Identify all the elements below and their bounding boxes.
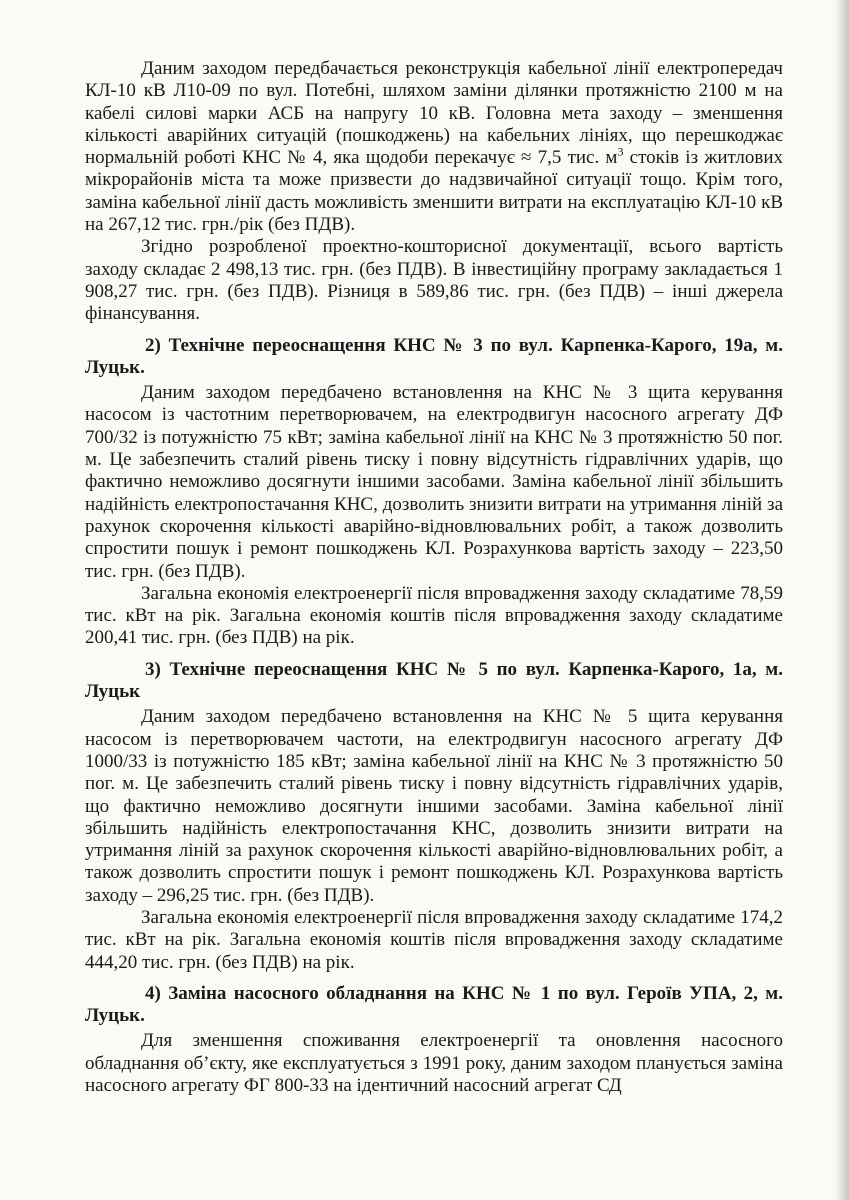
paragraph-kns-3-description: Даним заходом передбачено встановлення на КНС № 3 щита керування насосом із частотним перетворювачем, на електродвигун насосного агрегату ДФ 700/32 із потужністю 75 кВт; заміна кабельної лінії на КНС № 3 протяжністю 50 пог. м. Це забезпечить сталий рівень тиску і повну відсутність гідравлічних ударів, що фактично неможливо досягнути іншими засобами. Заміна кабельної лінії збільшить надійність електропостачання КНС, дозволить знизити витрати на утримання ліній за рахунок скорочення кількості аварійно-відновлювальних робіт, а також дозволить спростити пошук і ремонт пошкоджень КЛ. Розрахункова вартість заходу – 223,50 тис. грн. (без ПДВ). (85, 382, 783, 582)
paragraph-cost-estimate: Згідно розробленої проектно-кошторисної документації, всього вартість заходу складає 2 498,13 тис. грн. (без ПДВ). В інвестиційну програму закладається 1 908,27 тис. грн. (без ПДВ). Різниця в 589,86 тис. грн. (без ПДВ) – інші джерела фінансування. (85, 236, 783, 325)
paragraph-cable-line-reconstruction (85, 58, 783, 236)
section-heading-kns-5: 3) Технічне переоснащення КНС № 5 по вул. Карпенка-Карого, 1а, м. Луцьк (85, 658, 783, 703)
section-heading-kns-3: 2) Технічне переоснащення КНС № 3 по вул. Карпенка-Карого, 19а, м. Луцьк. (85, 334, 783, 378)
paragraph-kns-1-description: Для зменшення споживання електроенергії та оновлення насосного обладнання об’єкту, яке експлуатується з 1991 року, даним заходом планується заміна насосного агрегату ФГ 800-33 на ідентичний насосний агрегат СД (85, 1030, 783, 1097)
paragraph-kns-3-savings: Загальна економія електроенергії після впровадження заходу складатиме 78,59 тис. кВт на рік. Загальна економія коштів після впровадження заходу складатиме 200,41 тис. грн. (без ПДВ) на рік. (85, 582, 783, 649)
paragraph-kns-5-savings: Загальна економія електроенергії після впровадження заходу складатиме 174,2 тис. кВт на рік. Загальна економія коштів після впровадження заходу складатиме 444,20 тис. грн. (без ПДВ) на рік. (85, 906, 783, 973)
paragraph-text: Даним заходом передбачається реконструкція кабельної лінії електропередач КЛ-10 кВ Л10-09 по вул. Потебні, шляхом заміни ділянки протяжністю 2100 м на кабелі силові марки АСБ на напругу 10 кВ. Головна мета заходу – зменшення кількості аварійних ситуацій (пошкоджень) на кабельних лініях, що перешкоджає нормальній роботі КНС № 4, яка щодоби перекачує ≈ 7,5 тис. м (85, 58, 783, 169)
paragraph-text: стоків із житлових мікрорайонів міста та може призвести до надзвичайної ситуації тощо. Крім того, заміна кабельної лінії дасть можливість зменшити витрати на експлуатацію КЛ-10 кВ на 267,12 тис. грн./рік (без ПДВ). (85, 147, 784, 236)
section-heading-kns-1: 4) Заміна насосного обладнання на КНС № 1 по вул. Героїв УПА, 2, м. Луцьк. (85, 982, 783, 1027)
paragraph-kns-5-description: Даним заходом передбачено встановлення на КНС № 5 щита керування насосом із перетворювачем частоти, на електродвигун насосного агрегату ДФ 1000/33 із потужністю 185 кВт; заміна кабельної лінії на КНС № 3 протяжністю 50 пог. м. Це забезпечить сталий рівень тиску і повну відсутність гідравлічних ударів, що фактично неможливо досягнути іншими засобами. Заміна кабельної лінії збільшить надійність електропостачання КНС, дозволить знизити витрати на утримання ліній за рахунок скорочення кількості аварійно-відновлювальних робіт, а також дозволить спростити пошук і ремонт пошкоджень КЛ. Розрахункова вартість заходу – 296,25 тис. грн. (без ПДВ). (85, 706, 783, 906)
page-edge-shadow (835, 0, 849, 1200)
superscript: 3 (617, 144, 624, 159)
document-body (85, 58, 783, 1097)
